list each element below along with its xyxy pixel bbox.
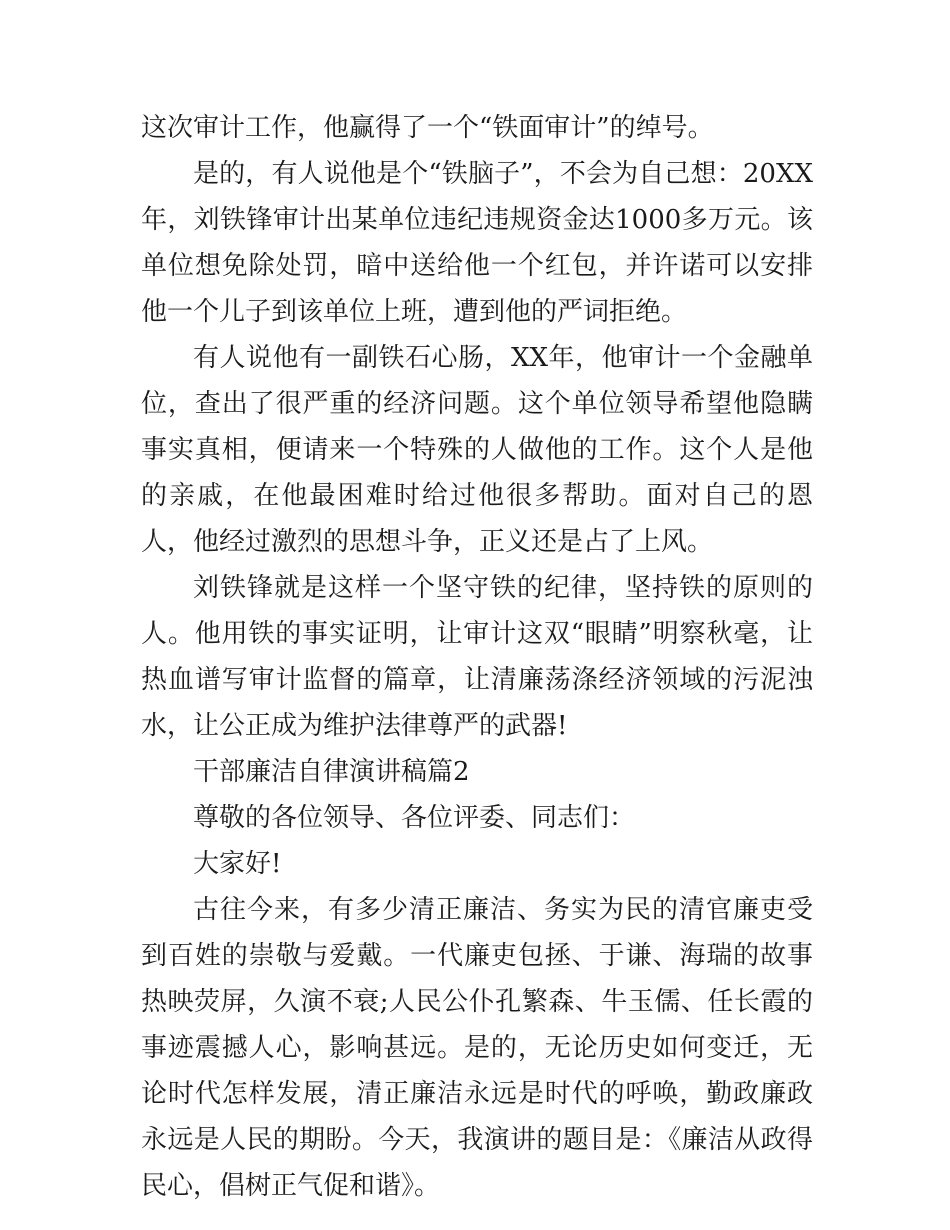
greeting: 大家好! [193, 849, 282, 879]
section-heading: 干部廉洁自律演讲稿篇2 [193, 757, 470, 787]
paragraph-4: 刘铁锋就是这样一个坚守铁的纪律，坚持铁的原则的人。他用铁的事实证明，让审计这双“眼睛”明察秋毫，让热血谱写审计监督的篇章，让清廉荡涤经济领域的污泥浊水，让公正成为维护法律尊严的武器! [141, 573, 813, 741]
paragraph-speech-intro: 古往今来，有多少清正廉洁、务实为民的清官廉吏受到百姓的崇敬与爱戴。一代廉吏包拯、于谦、海瑞的故事热映荧屏，久演不衰;人民公仆孔繁森、牛玉儒、任长霞的事迹震撼人心，影响甚远。是的，无论历史如何变迁，无论时代怎样发展，清正廉洁永远是时代的呼唤，勤政廉政永远是人民的期盼。今天，我演讲的题目是：《廉洁从政得民心，倡树正气促和谐》。 [141, 895, 813, 1201]
paragraph-2: 是的，有人说他是个“铁脑子”，不会为自己想：20XX年，刘铁锋审计出某单位违纪违规资金达1000多万元。该单位想免除处罚，暗中送给他一个红包，并许诺可以安排他一个儿子到该单位上班，遭到他的严词拒绝。 [141, 159, 813, 327]
paragraph-1: 这次审计工作，他赢得了一个“铁面审计”的绰号。 [141, 113, 714, 143]
paragraph-3: 有人说他有一副铁石心肠，XX年，他审计一个金融单位，查出了很严重的经济问题。这个单位领导希望他隐瞒事实真相，便请来一个特殊的人做他的工作。这个人是他的亲戚，在他最困难时给过他很多帮助。面对自己的恩人，他经过激烈的思想斗争，正义还是占了上风。 [141, 343, 813, 557]
document-body [141, 105, 813, 1209]
salutation: 尊敬的各位领导、各位评委、同志们： [193, 803, 636, 833]
